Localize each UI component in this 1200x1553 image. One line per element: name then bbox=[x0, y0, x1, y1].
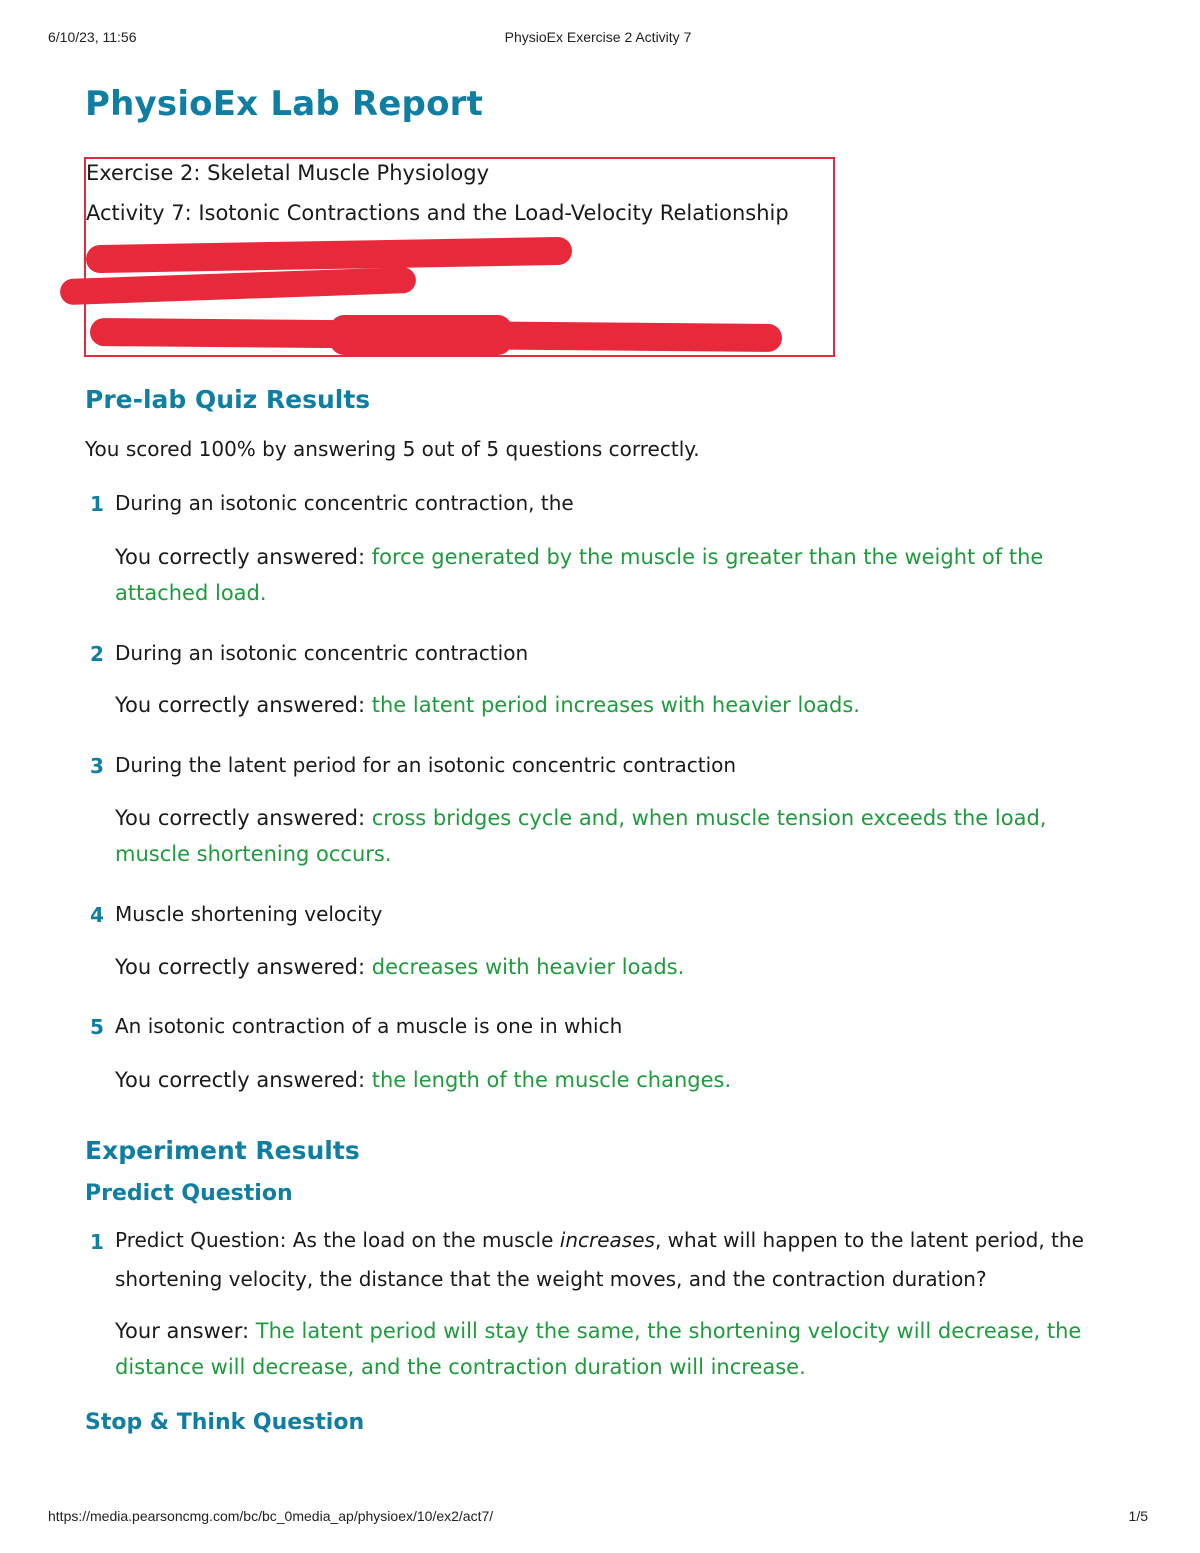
question-answer: You correctly answered: force generated by the muscle is greater than the weight of the attached load. bbox=[115, 545, 1044, 605]
question-answer: You correctly answered: the length of the muscle changes. bbox=[115, 1068, 732, 1092]
redaction-mark bbox=[330, 315, 512, 355]
print-datetime: 6/10/23, 11:56 bbox=[48, 29, 137, 45]
question-number: 4 bbox=[90, 903, 104, 927]
correct-answer: decreases with heavier loads. bbox=[371, 955, 685, 979]
question-answer: You correctly answered: cross bridges cycle and, when muscle tension exceeds the load, muscle shortening occurs. bbox=[115, 806, 1047, 866]
redaction-mark bbox=[86, 237, 572, 273]
predict-answer: Your answer: The latent period will stay the same, the shortening velocity will decrease, the distance will decrease, and the contraction duration will increase. bbox=[115, 1319, 1082, 1379]
your-answer: The latent period will stay the same, the shortening velocity will decrease, the distance will decrease, and the contraction duration will increase. bbox=[115, 1319, 1082, 1379]
correct-answer: the length of the muscle changes. bbox=[371, 1068, 732, 1092]
question-number: 3 bbox=[90, 754, 104, 778]
print-url: https://media.pearsoncmg.com/bc/bc_0media_ap/physioex/10/ex2/act7/ bbox=[48, 1508, 494, 1524]
correct-answer: cross bridges cycle and, when muscle tension exceeds the load, muscle shortening occurs. bbox=[115, 806, 1047, 866]
question-number: 5 bbox=[90, 1015, 104, 1039]
question-number: 1 bbox=[90, 492, 104, 516]
question-answer: You correctly answered: the latent period increases with heavier loads. bbox=[115, 693, 860, 717]
question-text: During an isotonic concentric contraction, the bbox=[115, 491, 574, 515]
question-text: Muscle shortening velocity bbox=[115, 902, 383, 926]
experiment-heading: Experiment Results bbox=[85, 1136, 360, 1165]
correct-answer: force generated by the muscle is greater than the weight of the attached load. bbox=[115, 545, 1044, 605]
print-page-number: 1/5 bbox=[1128, 1508, 1148, 1524]
quiz-score: You scored 100% by answering 5 out of 5 questions correctly. bbox=[85, 437, 700, 461]
student-info-box bbox=[84, 157, 835, 357]
question-number: 1 bbox=[90, 1230, 104, 1254]
question-answer: You correctly answered: decreases with heavier loads. bbox=[115, 955, 685, 979]
report-title: PhysioEx Lab Report bbox=[85, 84, 484, 124]
correct-answer: the latent period increases with heavier loads. bbox=[371, 693, 860, 717]
predict-heading: Predict Question bbox=[85, 1181, 293, 1206]
question-number: 2 bbox=[90, 642, 104, 666]
exercise-line: Exercise 2: Skeletal Muscle Physiology bbox=[86, 161, 490, 185]
prelab-heading: Pre-lab Quiz Results bbox=[85, 385, 371, 414]
predict-question-text: Predict Question: As the load on the muscle increases, what will happen to the latent period, the shortening velocity, the distance that the weight moves, and the contraction duration? bbox=[115, 1228, 1084, 1291]
print-page-title: PhysioEx Exercise 2 Activity 7 bbox=[504, 29, 692, 45]
question-text: During the latent period for an isotonic concentric contraction bbox=[115, 753, 737, 777]
question-text: An isotonic contraction of a muscle is one in which bbox=[115, 1014, 623, 1038]
activity-line: Activity 7: Isotonic Contractions and the Load-Velocity Relationship bbox=[86, 201, 789, 225]
stop-think-heading: Stop & Think Question bbox=[85, 1410, 365, 1435]
question-text: During an isotonic concentric contraction bbox=[115, 641, 529, 665]
